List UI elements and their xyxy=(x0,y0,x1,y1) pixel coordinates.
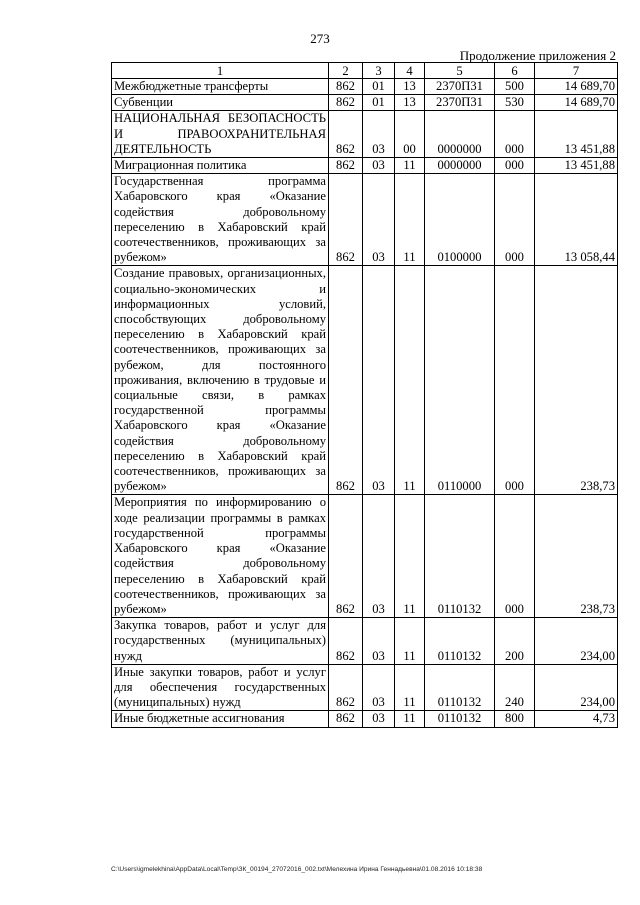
row-col-7: 238,73 xyxy=(535,495,618,618)
row-name: Миграционная политика xyxy=(112,158,329,174)
row-col-6: 000 xyxy=(495,495,535,618)
table-row xyxy=(112,266,618,495)
table-row xyxy=(112,711,618,727)
row-name: Закупка товаров, работ и услуг для государственных (муниципальных) нужд xyxy=(112,618,329,665)
row-col-2: 862 xyxy=(329,111,363,158)
row-name: Иные закупки товаров, работ и услуг для обеспечения государственных (муниципальных) нужд xyxy=(112,664,329,711)
row-col-4: 11 xyxy=(395,618,425,665)
row-col-4: 11 xyxy=(395,158,425,174)
row-col-5: 0110132 xyxy=(425,618,495,665)
row-col-6: 000 xyxy=(495,174,535,266)
row-col-7: 13 451,88 xyxy=(535,158,618,174)
row-col-3: 03 xyxy=(363,664,395,711)
header-col-6: 6 xyxy=(495,63,535,79)
row-col-7: 4,73 xyxy=(535,711,618,727)
row-col-6: 000 xyxy=(495,111,535,158)
row-col-6: 240 xyxy=(495,664,535,711)
table-row xyxy=(112,664,618,711)
row-col-2: 862 xyxy=(329,495,363,618)
page-number: 273 xyxy=(310,31,330,46)
row-col-2: 862 xyxy=(329,618,363,665)
table-row xyxy=(112,79,618,95)
row-col-3: 03 xyxy=(363,266,395,495)
row-name: Мероприятия по информированию о ходе реализации программы в рамках государственной программы Хабаровского края «Оказание содействия добровольному переселению в Хабаровский край соотечественников, проживающих за рубежом» xyxy=(112,495,329,618)
row-col-3: 01 xyxy=(363,95,395,111)
table-row xyxy=(112,495,618,618)
row-name: Государственная программа Хабаровского края «Оказание содействия добровольному переселению в Хабаровский край соотечественников, проживающих за рубежом» xyxy=(112,174,329,266)
row-col-2: 862 xyxy=(329,79,363,95)
row-col-2: 862 xyxy=(329,95,363,111)
row-col-2: 862 xyxy=(329,266,363,495)
row-col-3: 03 xyxy=(363,174,395,266)
row-col-5: 0110132 xyxy=(425,495,495,618)
row-col-7: 13 451,88 xyxy=(535,111,618,158)
row-col-5: 0100000 xyxy=(425,174,495,266)
footer-file-path: C:\Users\igmelekhina\AppData\Local\Temp\ЗК_00194_27072016_002.txt\Мелехина Ирина Геннадьевна\01.08.2016 10:18:38 xyxy=(111,866,483,873)
row-name: Иные бюджетные ассигнования xyxy=(112,711,329,727)
header-col-5: 5 xyxy=(425,63,495,79)
row-col-3: 03 xyxy=(363,618,395,665)
row-name: Межбюджетные трансферты xyxy=(112,79,329,95)
row-col-4: 13 xyxy=(395,95,425,111)
table-row xyxy=(112,111,618,158)
row-col-5: 0110132 xyxy=(425,664,495,711)
row-col-7: 234,00 xyxy=(535,618,618,665)
header-col-2: 2 xyxy=(329,63,363,79)
row-col-3: 03 xyxy=(363,111,395,158)
row-col-2: 862 xyxy=(329,711,363,727)
header-col-7: 7 xyxy=(535,63,618,79)
row-col-6: 200 xyxy=(495,618,535,665)
row-col-5: 0110132 xyxy=(425,711,495,727)
row-col-5: 0000000 xyxy=(425,158,495,174)
header-col-1: 1 xyxy=(112,63,329,79)
table-row xyxy=(112,174,618,266)
row-col-5: 2370П31 xyxy=(425,95,495,111)
row-col-7: 14 689,70 xyxy=(535,79,618,95)
table-row xyxy=(112,95,618,111)
row-col-4: 11 xyxy=(395,266,425,495)
row-col-7: 13 058,44 xyxy=(535,174,618,266)
continuation-note: Продолжение приложения 2 xyxy=(459,48,616,63)
row-col-3: 03 xyxy=(363,158,395,174)
row-col-6: 000 xyxy=(495,266,535,495)
row-col-2: 862 xyxy=(329,664,363,711)
row-col-2: 862 xyxy=(329,174,363,266)
header-col-4: 4 xyxy=(395,63,425,79)
table-row xyxy=(112,158,618,174)
row-col-6: 800 xyxy=(495,711,535,727)
row-col-5: 0110000 xyxy=(425,266,495,495)
row-col-4: 11 xyxy=(395,495,425,618)
row-name: Создание правовых, организационных, социально-экономических и информационных условий, способствующих добровольному переселению в Хабаровский край соотечественников, проживающих за рубежом, для постоянного проживания, включению в трудовые и социальные связи, в рамках государственной программы Хабаровского края «Оказание содействия добровольному переселению в Хабаровский край соотечественников, проживающих за рубежом» xyxy=(112,266,329,495)
row-col-5: 0000000 xyxy=(425,111,495,158)
header-col-3: 3 xyxy=(363,63,395,79)
row-col-6: 000 xyxy=(495,158,535,174)
budget-table xyxy=(111,62,618,728)
row-col-4: 00 xyxy=(395,111,425,158)
row-col-4: 11 xyxy=(395,711,425,727)
row-col-7: 14 689,70 xyxy=(535,95,618,111)
row-name: НАЦИОНАЛЬНАЯ БЕЗОПАСНОСТЬ И ПРАВООХРАНИТЕЛЬНАЯ ДЕЯТЕЛЬНОСТЬ xyxy=(112,111,329,158)
row-col-2: 862 xyxy=(329,158,363,174)
row-col-3: 03 xyxy=(363,711,395,727)
row-name: Субвенции xyxy=(112,95,329,111)
row-col-3: 01 xyxy=(363,79,395,95)
row-col-4: 11 xyxy=(395,174,425,266)
row-col-4: 11 xyxy=(395,664,425,711)
header-row xyxy=(112,63,618,79)
row-col-6: 530 xyxy=(495,95,535,111)
row-col-7: 238,73 xyxy=(535,266,618,495)
row-col-4: 13 xyxy=(395,79,425,95)
table-row xyxy=(112,618,618,665)
row-col-7: 234,00 xyxy=(535,664,618,711)
row-col-5: 2370П31 xyxy=(425,79,495,95)
row-col-6: 500 xyxy=(495,79,535,95)
row-col-3: 03 xyxy=(363,495,395,618)
